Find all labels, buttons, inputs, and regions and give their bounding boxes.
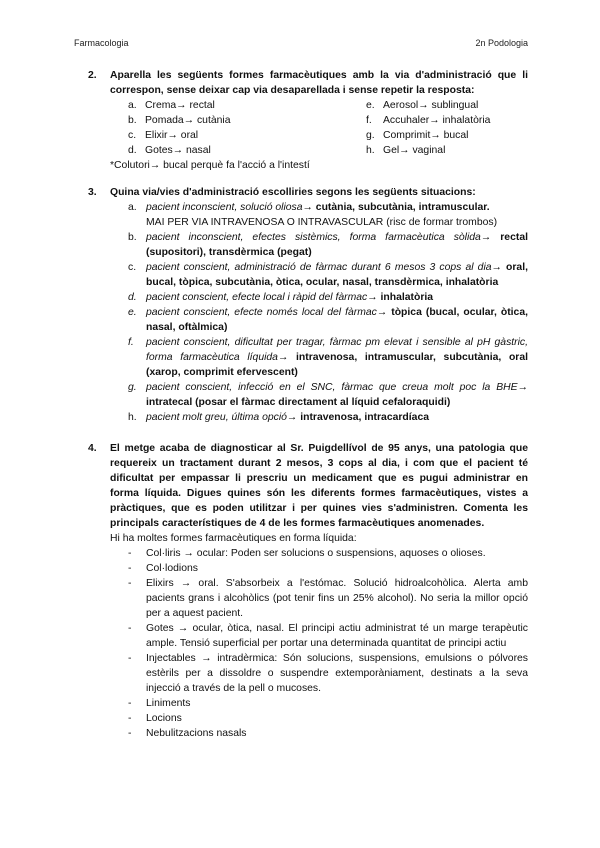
list-item: - Nebulitzacions nasals (128, 728, 247, 739)
question-text: Quina via/vies d'administració escolliries segons les següents situacions: (110, 187, 476, 198)
question-text: El metge acaba de diagnosticar al Sr. Puigdellívol de 95 anys, una patologia que requereix un tractament durant 2 mesos, 3 cops al dia, i com que el pacient té dificultat per empassar li prescriu un medicament que es pugui administrar en forma líquida. Digues quines són les diferents formes farmacèutiques, vistes a pràctiques, que es poden utilitzar i per quines vies s'administren. Comenta les principals característiques de 4 de les formes farmacèutiques anomenades. (110, 443, 528, 529)
header-course: 2n Podologia (475, 38, 528, 48)
footnote: *Colutori→ bucal perquè fa l'acció a l'intestí (110, 160, 310, 171)
list-item: g. pacient conscient, infecció en el SNC, fàrmac que creua molt poc la BHE→ intratecal (posar el fàrmac directament al líquid cefaloraquidi) (128, 382, 528, 408)
list-item: c. pacient conscient, administració de fàrmac durant 6 mesos 3 cops al dia→ oral, bucal, tòpica, subcutània, òtica, ocular, nasal, transdèrmica, inhalatòria (128, 262, 528, 288)
question-number: 2. (88, 70, 97, 81)
list-item: e. Aerosol→ sublingual (366, 100, 479, 111)
list-item: d. pacient conscient, efecte local i ràpid del fàrmac→ inhalatòria (128, 292, 434, 303)
question-text: Aparella les següents formes farmacèutiques amb la via d'administració que li correspon, sense deixar cap via desaparellada i sense repetir la resposta: (110, 70, 528, 96)
list-item: - Col·liris → ocular: Poden ser solucions o suspensions, aquoses o olioses. (128, 548, 486, 559)
list-item: f. pacient conscient, dificultat per tragar, fàrmac pm elevat i sensible al pH gàstric, forma farmacèutica líquida→ intravenosa, intramuscular, subcutània, oral (xarop, comprimit efervescent) (128, 337, 528, 378)
list-item: - Locions (128, 713, 182, 724)
list-item: g. Comprimit→ bucal (366, 130, 469, 141)
question-3 (88, 185, 528, 425)
list-item: - Col·lodions (128, 563, 198, 574)
list-item: - Elixirs → oral. S'absorbeix a l'estómac. Solució hidroalcohòlica. Alerta amb pacients grans i alcohòlics (pot tenir fins un 25% alcohol). No seria la millor opció per a aquest pacient. (128, 578, 528, 619)
list-item: b. Pomada→ cutània (128, 115, 231, 126)
list-item: h. pacient molt greu, última opció→ intravenosa, intracardíaca (128, 412, 430, 423)
header-subject: Farmacologia (74, 38, 129, 48)
question-number: 4. (88, 443, 97, 454)
list-item: a. Crema→ rectal (128, 100, 215, 111)
question-2 (88, 68, 528, 173)
list-item: - Gotes → ocular, òtica, nasal. El principi actiu administrat té un marge terapèutic ample. Tensió superficial per portar una determinada quantitat de principi actiu (128, 623, 528, 649)
list-item: c. Elixir→ oral (128, 130, 199, 141)
question-number: 3. (88, 187, 97, 198)
list-item: f. Accuhaler→ inhalatòria (366, 115, 491, 126)
list-item: - Injectables → intradèrmica: Són solucions, suspensions, emulsions o pólvores estèrils per a dissoldre o suspendre extemporàniament, destinats a la seva injecció a través de la pell o mucoses. (128, 653, 528, 694)
list-item: a. pacient inconscient, solució oliosa→ cutània, subcutània, intramuscular. MAI PER VIA INTRAVENOSA O INTRAVASCULAR (risc de formar trombos) (128, 202, 498, 228)
list-item: b. pacient inconscient, efectes sistèmics, forma farmacèutica sòlida→ rectal (supositori), transdèrmica (pegat) (128, 232, 528, 258)
document-body (88, 68, 528, 753)
list-item: e. pacient conscient, efecte només local del fàrmac→ tòpica (bucal, ocular, òtica, nasal, oftàlmica) (128, 307, 528, 333)
matching-list (110, 98, 528, 158)
list-item: d. Gotes→ nasal (128, 145, 211, 156)
list-item: - Liniments (128, 698, 191, 709)
answer-intro: Hi ha moltes formes farmacèutiques en forma líquida: (110, 533, 357, 544)
question-4 (88, 441, 528, 741)
list-item: h. Gel→ vaginal (366, 145, 446, 156)
